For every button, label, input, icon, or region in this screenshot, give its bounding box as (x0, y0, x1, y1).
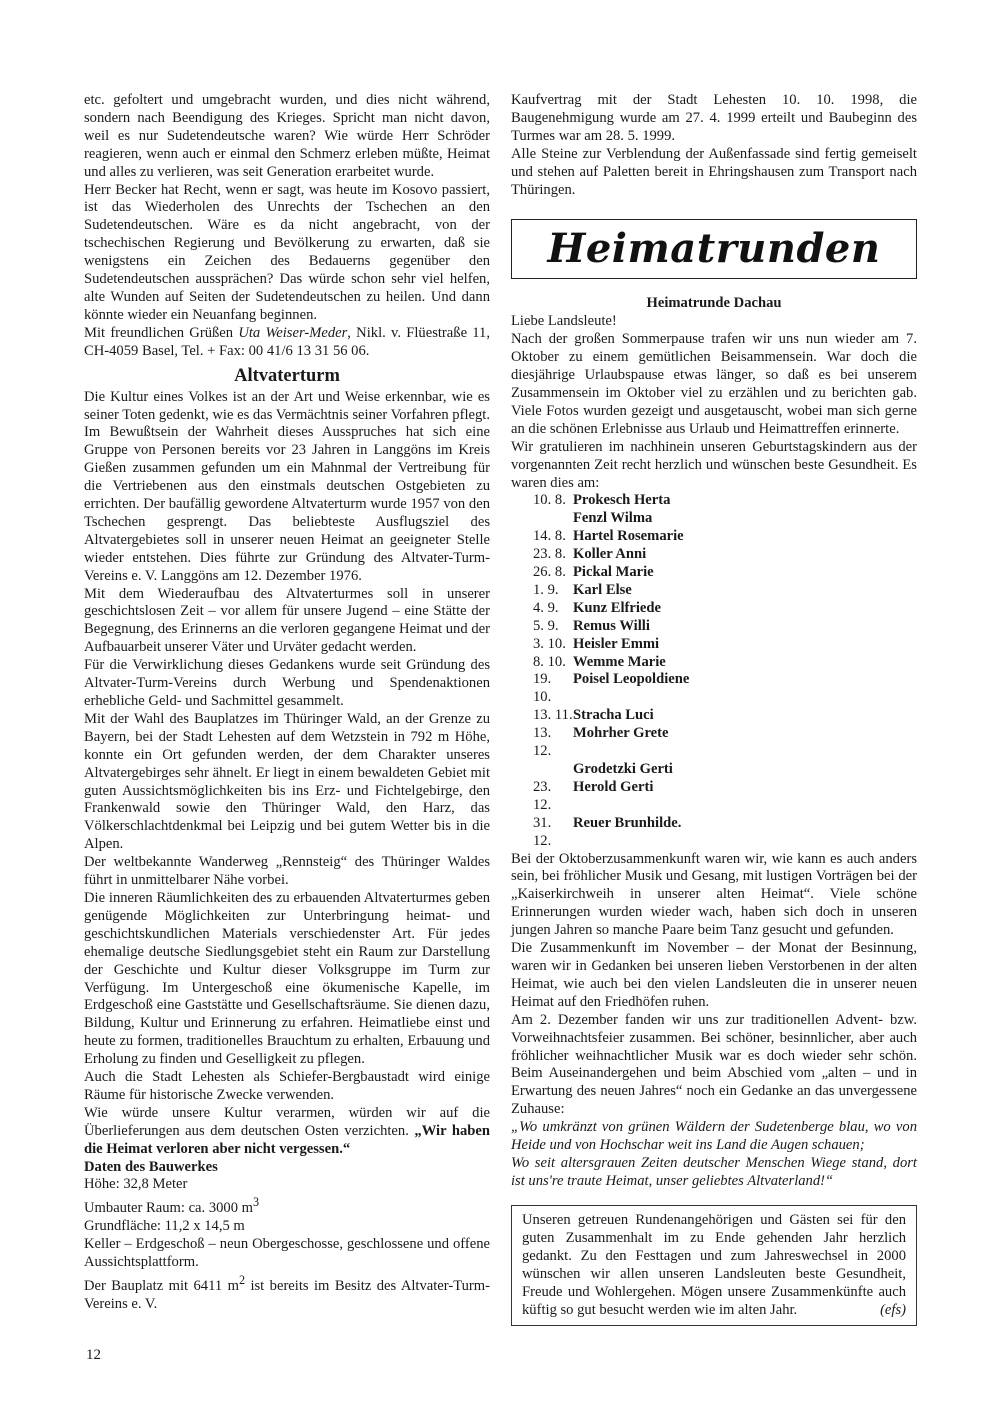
birthday-date (511, 546, 573, 564)
birthday-name: Reuer Brunhilde. (573, 814, 682, 831)
data-volume (84, 1194, 490, 1218)
data-site-text: Der Bauplatz mit 6411 m (84, 1277, 239, 1294)
birthday-date (511, 707, 573, 725)
data-heading: Daten des Bauwerkes (84, 1158, 218, 1175)
birthday-date (511, 779, 573, 815)
report-paragraph-1: Nach der großen Sommerpause trafen wir uns nun wieder am 7. Oktober zu einem gemütlichen Beisammensein. War doch die diesjährige Urlaubspause etwas länger, so daß es bei unserem Zusammensein im Oktober viel zu erzählen und zu berichten gab. Viele Fotos wurden gezeigt und ausgetauscht, wobei man sich gerne an die schönen Erlebnisse aus Urlaub und Heimattreffen erinnerte. (511, 331, 917, 437)
data-floors: Keller – Erdgeschoß – neun Obergeschosse, geschlossene und offene Aussichtsplattform. (84, 1236, 490, 1270)
author-name: Uta Weiser-Meder (238, 324, 348, 341)
article-paragraph-4: Mit der Wahl des Bauplatzes im Thüringer Wald, an der Grenze zu Bayern, bei der Stadt Lehesten auf dem Wetzstein in 792 m Höhe, konnte ein Ort gefunden werden, der dem Charakter unseres Altvatergebirges sehr ähnelt. Er liegt in einem bewaldeten Gebiet mit guten Aussichtsmöglichkeiten bis ins Erz- und Fichtelgebirge, den Frankenwald sowie den Thüringer Wald, den Harz, das Völkerschlachtdenkmal bei Leipzig und bei gutem Wetter bis in die Alpen. (84, 710, 490, 853)
birthday-row (511, 546, 689, 564)
report-paragraph-5: Am 2. Dezember fanden wir uns zur traditionellen Advent- bzw. Vorweihnachtsfeier zusammen. Bei schöner, besinnlicher, aber auch fröhlicher weihnachtlicher Musik war es doch wieder sehr schön. Beim Auseinandergehen und beim Abschied vom „alten – und in Erwartung des neuen Jahres“ noch ein Gedanke an das unvergessene Zuhause: (511, 1011, 917, 1118)
data-site-text-end: ist bereits im Besitz des Altvater-Turm-Vereins e. V. (84, 1277, 490, 1312)
birthday-row (511, 761, 689, 779)
poem-stanza-1: „Wo umkränzt von grünen Wäldern der Sudetenberge blau, wo von Heide und von Hochschar weit ins Land die Augen schauen; (511, 1119, 917, 1154)
birthday-name: Hartel Rosemarie (573, 528, 684, 545)
data-volume-sup: 3 (253, 1195, 260, 1210)
birthday-row (511, 510, 689, 528)
data-site (84, 1272, 490, 1314)
birthday-date (511, 654, 573, 672)
birthday-date-text: 13. 12. (533, 725, 552, 760)
birthday-row (511, 528, 689, 546)
birthday-row (511, 492, 689, 510)
article-paragraph-2: Mit dem Wiederaufbau des Altvaterturmes soll in unserer geschichtslosen Zeit – vor allem für unsere Jugend – eine Stätte der Begegnung, des Erinnerns an die verloren gegangene Heimat und der Aufbauarbeit unserer Väter und Urväter gedacht werden. (84, 585, 490, 656)
birthday-name: Kunz Elfriede (573, 599, 661, 616)
article-paragraph-8 (84, 1105, 490, 1159)
birthday-name: Mohrher Grete (573, 725, 669, 742)
article-paragraph-1: Die Kultur eines Volkes ist an der Art und Weise erkennbar, wie es seiner Toten gedenkt, wie es das Vermächtnis seiner Vorfahren pflegt. Im Bewußtsein der Wahrheit dieses Ausspruches hat sich eine Gruppe von Personen bereits vor 23 Jahren in Langgöns im Kreis Gießen zusammen gefunden um ein Mahnmal der Vertreibung für die Vertriebenen aus den einstmals deutschen Ostgebieten zu errichten. Der baufällig gewordene Altvaterturm wurde 1957 von den Tschechen gesprengt. Das beliebteste Ausflugsziel des Altvatergebietes soll in unserer neuen Heimat an geeigneter Stelle wieder entstehen. Dies führte zur Gründung des Altvater-Turm-Vereins e. V. Langgöns am 12. Dezember 1976. (84, 388, 491, 584)
birthday-row (511, 671, 689, 707)
data-area: Grundfläche: 11,2 x 14,5 m (84, 1218, 245, 1235)
birthday-name: Prokesch Herta (573, 492, 671, 509)
birthday-name: Herold Gerti (573, 778, 654, 795)
article-paragraph-6: Die inneren Räumlichkeiten des zu erbauenden Altvaterturmes geben genügende Möglichkeiten zur Unterbringung heimat- und geschichtskundlichen Materials verschiedenster Art. Für jedes ehemalige deutsche Siedlungsgebiet steht ein Raum zur Darstellung der Geschichte und Kultur dieser Volksgruppe im Turm zur Verfügung. Im Untergeschoß eine ökumenische Kapelle, im Erdgeschoß eine Gaststätte und Gesellschaftsräume. Sie dienen dazu, Bildung, Kultur und Erinnerung zu erfahren. Heimatliebe einst und heute zu formen, traditionelles Brauchtum zu erhalten, Erbauung und Erholung zu finden und Geselligkeit zu pflegen. (84, 889, 490, 1068)
birthday-name: Pickal Marie (573, 564, 654, 581)
birthday-date-text: 1. 9. (533, 581, 559, 598)
greeting-box (511, 1205, 917, 1326)
report-paragraph-3: Bei der Oktoberzusammenkunft waren wir, wie kann es auch anders sein, bei fröhlicher Musik und Gesang, mit lustigen Vorträgen bei der „Kaiserkirchweih in unserer alten Heimat“. Viele schöne Erinnerungen wurden wieder wach, haben sich doch in unseren jungen Jahren so manche Paare beim Tanz gesucht und gefunden. (511, 850, 917, 939)
birthday-name: Grodetzki Gerti (573, 761, 673, 777)
greeting-box-signature: (efs) (880, 1301, 906, 1318)
subheading: Heimatrunde Dachau (646, 295, 782, 312)
birthday-date-text: 23. 8. (533, 546, 566, 563)
report-paragraph-4: Die Zusammenkunft im November – der Monat der Besinnung, waren wir in Gedanken bei unseren lieben Verstorbenen in der alten Heimat, wie auch bei den vielen Landsleuten die in unserer neuen Heimat auf den Friedhöfen ruhen. (511, 940, 917, 1010)
article-paragraph-5: Der weltbekannte Wanderweg „Rennsteig“ des Thüringer Waldes führt in unmittelbarer Nähe vorbei. (84, 854, 490, 889)
birthday-name: Poisel Leopoldiene (573, 671, 690, 688)
article-heading: Altvaterturm (234, 365, 340, 386)
birthday-date (511, 492, 573, 510)
letter-paragraph-2: Herr Becker hat Recht, wenn er sagt, was heute im Kosovo passiert, ist das Wiederholen des Unrechts der Tschechen an den Sudetendeutschen. Wäre es da nicht angebracht, von der tschechischen Regierung und Bevölkerung zu erwarten, daß sie wenigstens ein Zeichen des Bedauerns gegenüber den Sudetendeutschen aussprächen? Das würde schon sehr viel helfen, alte Wunden auf Seiten der Sudetendeutschen zu heilen. Und dann könnte wieder ein Neuanfang beginnen. (84, 181, 490, 323)
report-paragraph-2: Wir gratulieren im nachhinein unseren Geburtstagskindern aus der vorgenannten Zeit recht herzlich und wünschen beste Gesundheit. Es waren dies am: (511, 438, 917, 491)
article-paragraph-8-text: Wie würde unsere Kultur verarmen, würden wir auf die Überlieferungen aus dem deutschen Osten verzichten. (84, 1104, 490, 1139)
greeting-box-text: Unseren getreuen Rundenangehörigen und Gästen sei für den guten Zusammenhalt im zu Ende gehenden Jahr herzlich gedankt. Zu den Festtagen und zum Jahreswechsel in 2000 wünschen wir allen unseren Landsleuten beste Gesundheit, Freude und Wohlergehen. Mögen unsere Zusammenkünfte auch küftig so gut besucht werden wie im alten Jahr. (522, 1211, 906, 1318)
birthday-date (511, 761, 573, 779)
birthday-date (511, 528, 573, 546)
birthday-name: Stracha Luci (573, 707, 654, 724)
birthday-date-text: 13. 11. (533, 707, 573, 724)
article-paragraph-3: Für die Verwirklichung dieses Gedankens wurde seit Gründung des Altvater-Turm-Vereins durch Werbung und Spendenaktionen erhebliche Geld- und Sachmittel gesammelt. (84, 657, 490, 709)
birthday-date-text: 5. 9. (533, 617, 559, 634)
birthday-date-text: 4. 9. (533, 599, 559, 616)
birthday-date (511, 510, 573, 528)
page-number: 12 (86, 1347, 101, 1363)
poem-stanza-2: Wo seit altersgrauen Zeiten deutscher Menschen Wiege stand, dort ist uns're traute Heimat, unser geliebtes Altvaterland!“ (511, 1154, 917, 1189)
birthday-date (511, 725, 573, 761)
birthday-date (511, 636, 573, 654)
birthday-row (511, 618, 689, 636)
birthday-date (511, 582, 573, 600)
letter-signature (84, 325, 490, 361)
birthday-row (511, 636, 689, 654)
contract-paragraph: Kaufvertrag mit der Stadt Lehesten 10. 10. 1998, die Baugenehmigung wurde am 27. 4. 1999 erteilt und Baubeginn des Turmes war am 28. 5. 1999. (511, 92, 917, 144)
birthday-date-text: 26. 8. (533, 564, 566, 581)
birthday-date-text: 19. 10. (533, 671, 552, 706)
section-banner: Heimatrunden (511, 219, 917, 279)
birthday-name: Wemme Marie (573, 653, 666, 670)
birthday-name: Karl Else (573, 581, 632, 598)
birthday-row (511, 815, 689, 851)
birthday-name: Heisler Emmi (573, 635, 660, 652)
birthday-date (511, 671, 573, 707)
letter-paragraph-1: etc. gefoltert und umgebracht wurden, und dies nicht während, sondern nach Beendigung des Krieges. Spricht man nicht davon, weil es nur Sudetendeutsche waren? Wie würde Herr Schröder reagieren, wenn auch er einmal den Schmerz erleben müßte, Heimat und alles zu verlieren, was seit Generation erarbeitet wurde. (84, 92, 490, 180)
left-column (84, 92, 490, 1314)
birthday-name: Remus Willi (573, 617, 650, 634)
birthday-date (511, 564, 573, 582)
article-paragraph-7: Auch die Stadt Lehesten als Schiefer-Bergbaustadt wird einige Räume für historische Zwecke verwenden. (84, 1069, 490, 1103)
article-quote: „Wir haben die Heimat verloren aber nicht vergessen.“ (84, 1122, 491, 1157)
data-height: Höhe: 32,8 Meter (84, 1176, 188, 1193)
birthday-date-text: 23. 12. (533, 778, 552, 813)
birthday-row (511, 600, 689, 618)
birthday-row (511, 707, 689, 725)
birthday-row (511, 582, 689, 600)
birthday-row (511, 654, 689, 672)
birthday-date-text: 10. 8. (533, 492, 566, 509)
birthday-row (511, 564, 689, 582)
birthday-row (511, 779, 689, 815)
data-site-sup: 2 (238, 1272, 246, 1287)
birthday-date (511, 815, 573, 851)
birthday-date-text: 14. 8. (533, 528, 566, 545)
birthday-row (511, 725, 689, 761)
birthday-date-text: 8. 10. (533, 653, 566, 670)
birthday-name: Koller Anni (573, 546, 647, 563)
birthday-name: Fenzl Wilma (573, 510, 653, 527)
greeting-pre: Mit freundlichen Grüßen (84, 324, 234, 341)
data-volume-text: Umbauter Raum: ca. 3000 m (84, 1200, 254, 1217)
birthday-date (511, 600, 573, 618)
right-column (511, 92, 917, 1326)
author-address: , Nikl. v. Flüestraße 11, CH-4059 Basel, Tel. + Fax: 00 41/6 13 31 56 06. (84, 324, 490, 359)
birthday-date-text: 3. 10. (533, 635, 566, 652)
birthday-date (511, 618, 573, 636)
birthday-date-text: 31. 12. (533, 814, 552, 849)
stones-paragraph: Alle Steine zur Verblendung der Außenfassade sind fertig gemeiselt und stehen auf Paletten bereit in Ehringshausen zum Transport nach Thüringen. (511, 145, 917, 198)
birthday-list (511, 492, 689, 850)
salutation: Liebe Landsleute! (511, 313, 617, 330)
